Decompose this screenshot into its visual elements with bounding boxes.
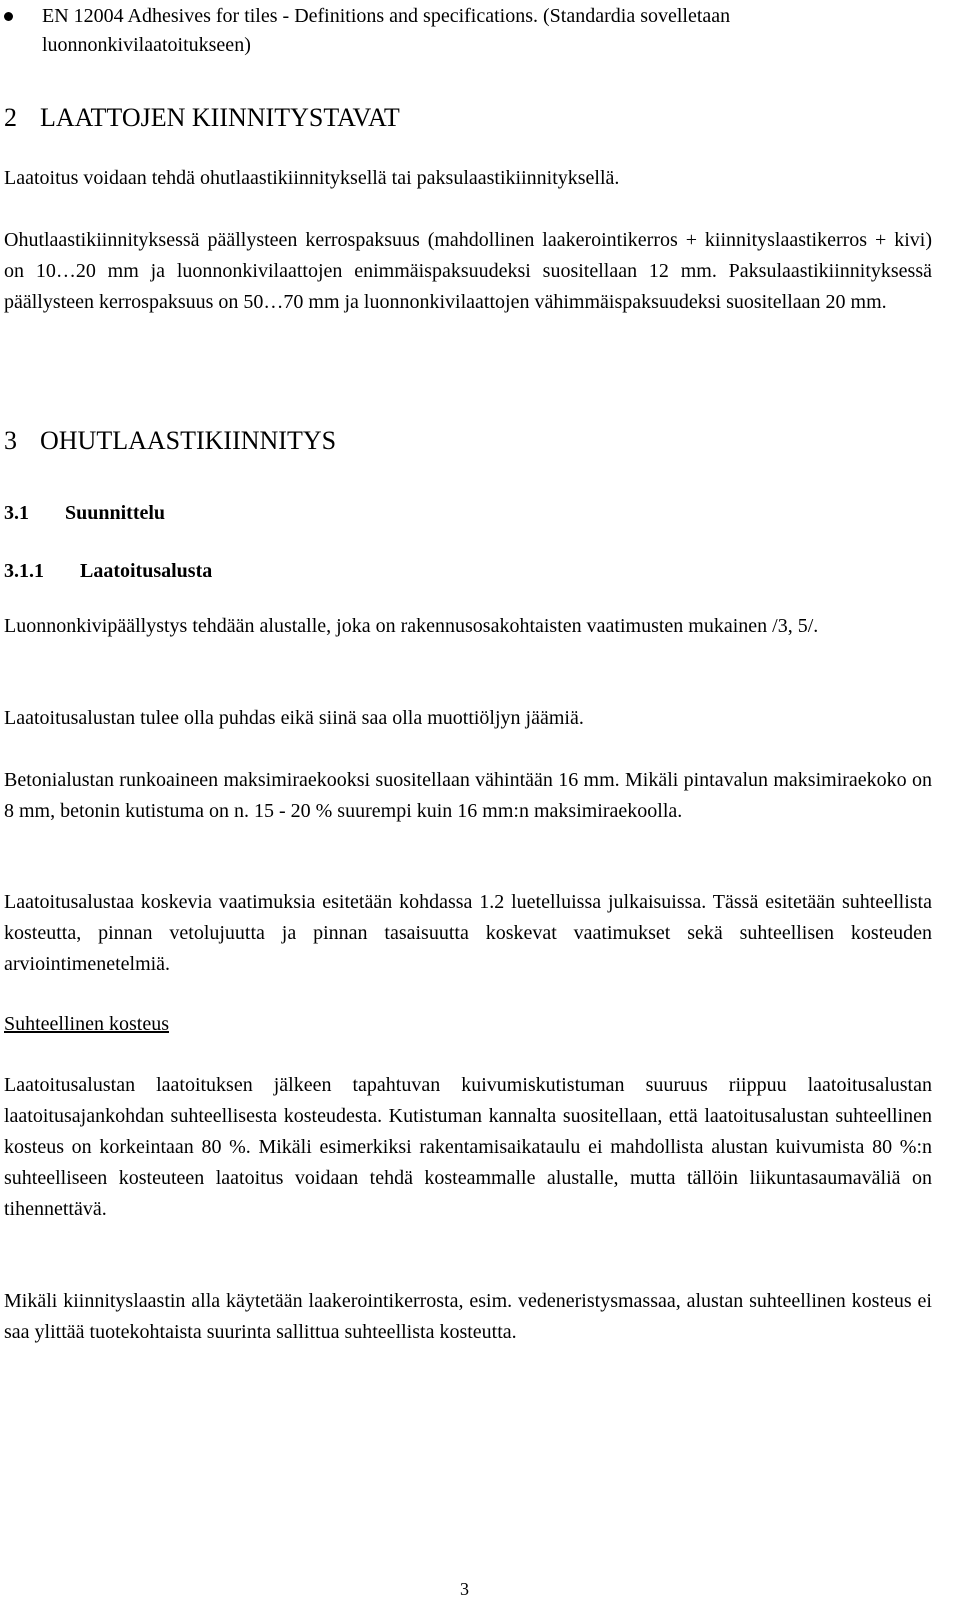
section-2-heading [4,102,400,134]
paragraph: Mikäli kiinnityslaastin alla käytetään laakerointikerrosta, esim. vedeneristysmassaa, alustan suhteellinen kosteus ei saa ylittää tuotekohtaista suurinta sallittua suhteellista kosteutta. [4,1290,932,1343]
bullet-icon [4,12,13,21]
section-title: OHUTLAASTIKIINNITYS [40,426,337,455]
reference-text: EN 12004 Adhesives for tiles - Definitions and specifications. (Standardia sovelletaan luonnonkivilaatoitukseen) [42,5,731,56]
section-number: 3.1 [4,502,29,524]
section-title: LAATTOJEN KIINNITYSTAVAT [40,103,400,132]
section-title: Laatoitusalusta [80,560,213,582]
section-number: 2 [4,103,17,132]
paragraph: Laatoitusalustaa koskevia vaatimuksia esitetään kohdassa 1.2 luetelluissa julkaisuissa. Tässä esitetään suhteellista kosteutta, pinnan vetolujuutta ja pinnan tasaisuutta koskevat vaatimukset sekä suhteellisen kosteuden arviointimenetelmiä. [4,891,932,975]
paragraph: Laatoitus voidaan tehdä ohutlaastikiinnityksellä tai paksulaastikiinnityksellä. [4,167,620,189]
section-number: 3 [4,426,17,455]
subheading: Suhteellinen kosteus [4,1013,169,1035]
section-3-1-1-heading [4,557,212,585]
paragraph: Betonialustan runkoaineen maksimiraekooksi suositellaan vähintään 16 mm. Mikäli pintavalun maksimiraekoko on 8 mm, betonin kutistuma on n. 15 - 20 % suurempi kuin 16 mm:n maksimiraekoolla. [4,769,932,822]
reference-list-item [4,2,932,60]
paragraph: Laatoitusalustan tulee olla puhdas eikä siinä saa olla muottiöljyn jäämiä. [4,707,584,729]
paragraph: Ohutlaastikiinnityksessä päällysteen kerrospaksuus (mahdollinen laakerointikerros + kiinnityslaastikerros + kivi) on 10…20 mm ja luonnonkivilaattojen enimmäispaksuudeksi suositellaan 12 mm. Paksulaastikiinnityksessä päällysteen kerrospaksuus on 50…70 mm ja luonnonkivilaattojen vähimmäispaksuudeksi suositellaan 20 mm. [4,229,932,313]
page-number: 3 [460,1579,469,1599]
paragraph: Luonnonkivipäällystys tehdään alustalle, joka on rakennusosakohtaisten vaatimusten mukainen /3, 5/. [4,615,819,637]
section-number: 3.1.1 [4,560,44,582]
section-title: Suunnittelu [65,502,166,524]
section-3-heading [4,425,336,457]
section-3-1-heading [4,499,165,527]
paragraph: Laatoitusalustan laatoituksen jälkeen tapahtuvan kuivumiskutistuman suuruus riippuu laatoitusalustan laatoitusajankohdan suhteellisesta kosteudesta. Kutistuman kannalta suositellaan, että laatoitusalustan suhteellinen kosteus on korkeintaan 80 %. Mikäli esimerkiksi rakentamisaikataulu ei mahdollista alustan kuivumista 80 %:n suhteelliseen kosteuteen laatoitus voidaan tehdä kosteammalle alustalle, mutta tällöin liikuntasaumaväliä on tihennettävä. [4,1074,932,1220]
